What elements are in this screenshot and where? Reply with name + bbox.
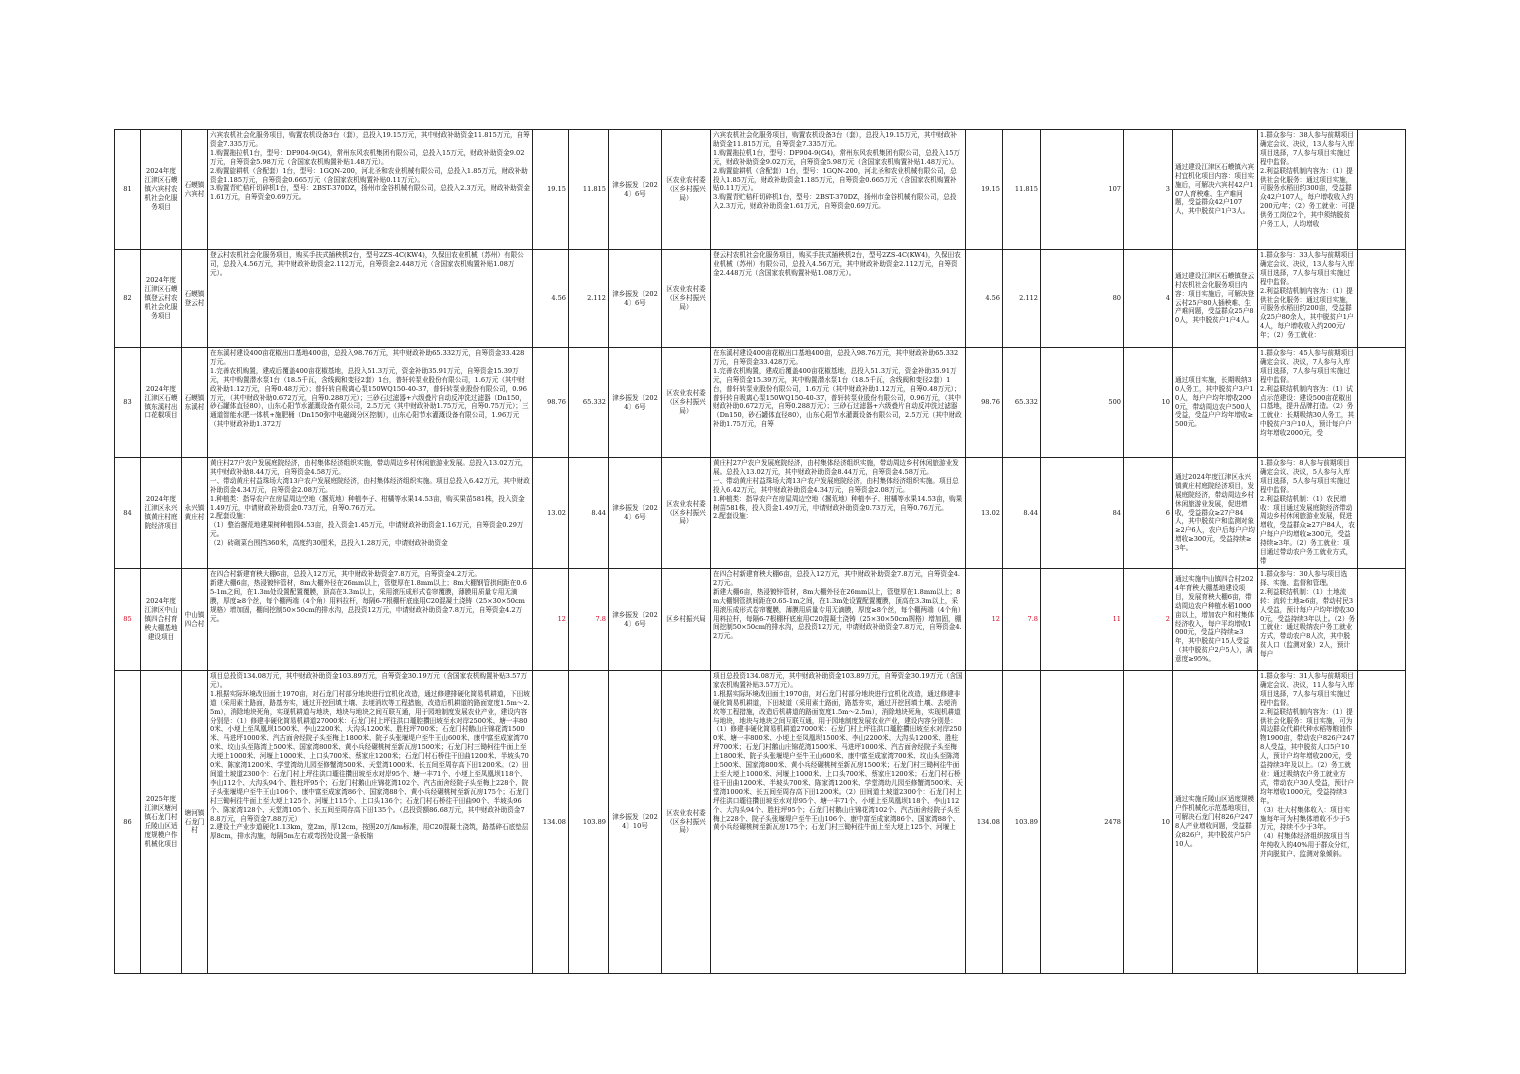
remarks xyxy=(1358,569,1406,671)
project-name: 2024年度江津区石蟆镇东溪村出口花椒项目 xyxy=(141,348,182,458)
project-content: 在东溪村建设400亩花椒出口基地400亩，总投入98.76万元，其中财政补助65.332万元，自筹资金33.428万元。 1.完善农机购置，建成后覆盖400亩花椒基地，总投入51.3万元，资金补助35.91万元，自筹资金15.39万元，其中购置潜水泵1台（18.5千瓦，含线阀和变径2套）1台，普轩转泵业股份有限公司，1.6万元（其中财政补助1.12万元，自筹0.48万元）；普轩转自吸离心泵150WQ150-40-37，普轩转泵业股份有限公司，0.96万元，（其中财政补助0.672万元，自筹0.288万元）；三砂石过滤器+六级叠片自动反冲洗过滤器（Dn150，砂石罐体直径80），山东心阳节水灌溉设备有限公司，2.5万元（其中财政补助1.75万元，自筹0.75万元）；三通道智能水肥一体机+施肥桶（Dn150弥中电磁阀分区控制），山东心阳节水灌溉设备有限公司，1.96万元（其中财政补助1.372万 xyxy=(208,348,533,458)
project-location: 石蟆镇登云村 xyxy=(182,250,208,348)
poor-beneficiary-count: 2 xyxy=(1124,569,1173,671)
department: 区农业农村委（区乡村振兴局） xyxy=(662,348,711,458)
project-content-detail: 项目总投资134.08万元，其中财政补助资金103.89万元，自筹资金30.19万元（含国家农机购置补贴3.57万元）。 1.根据实际环境改田面土1970亩，对石龙门村部分地块进行宜机化改造，通过修建非硬化简易机耕道，下田坡道（采用素土路面，路基夯实，通过开挖回填土壤、去埂消坎等工程措施，改造后机耕道的路面宽度1.5m～2.5m），消除地块死角，实现机耕道与地块，地块与地块之间互联互通，用于园地制度发展农业产业，建设内容分别是：（1）修建非硬化简易机耕道27000米：石龙门村上坪往洪口瓏腔攢田坡至水对岸2500米、塘一丰800米、小埂上至凤凰坝1500米、李山2200米、大沟头1200米、胜柱坪700米；石龙门村鹅山庄锦花湾1500米、马进坪1000米、汽古面舍经院子头至梅上1800米、院子头张堰堤户至牛王山600米、康中富至成家湾700米、坟山头至陈湾上500米、国家湾800米、黄小兵经碾桃树至新瓦房1500米；石龙门村三锄柯往牛面上至大埂上1000米、河堰上1000米、上口头700米、蔡家庄1200米；石龙门村石桥往干田曲1200米、半坡头700米、陈家湾1200米、学堂湾幼儿园至修蟹湾500米、天堂湾1000米、长五间至周存高下田1200米。（2）田间道土坡道2300个：石龙门村上坪往洪口瓏往攢田坡至水对岸95个、塘一丰71个、小埂上至凤凰坝118个、李山112个、大沟头94个、胜柱坪95个；石龙门村鹅山庄锦花湾102个、汽古面舍经院子头至梅上228个、院子头张堰堤户至牛王山106个、康中富至成家湾86个、国家湾88个、黄小兵经碾桃树至新瓦房175个；石龙门村三锄柯往牛面上至大埂上125个、河堰上 xyxy=(711,671,966,974)
project-name: 2024年度江津区石蟆镇登云村农机社会化服务项目 xyxy=(141,250,182,348)
fiscal-funding-2: 7.8 xyxy=(1003,569,1041,671)
project-name: 2025年度江津区塘河镇石龙门村丘陵山区适度规模户作机械化项目 xyxy=(141,671,182,974)
row-number: 81 xyxy=(115,130,141,250)
benefit-mechanism: 1.群众参与：8人参与前期项目确定会议、决议，5人参与入库项目选择，5人参与项目实施过程中监督。 2.利益联结机制：（1）农民增收：项目通过发展庭院经济带动周边乡村休闲旅游业发展，促进增收，受益群众≥27户84人，农户每户户均增收≥300元，受益持续≥3年。（2）务工就业：项目通过带动农户务工就业方式，带 xyxy=(1258,458,1358,569)
table-row xyxy=(115,348,1406,458)
benefit-mechanism: 1.群众参与：45人参与前期项目确定会议、决议，7人参与入库项目选择，7人参与项目实施过程中监督。 2.利益联结机制内容为：（1）试点示范建设：建设500亩花椒出口基地，提升品牌打造。（2）务工就业：长期吸纳30人务工，其中脱贫户3户10人，预计每户户均年增收2000元，受 xyxy=(1258,348,1358,458)
total-investment-2: 12 xyxy=(966,569,1003,671)
fiscal-funding-2: 11.815 xyxy=(1003,130,1041,250)
table-row xyxy=(115,250,1406,348)
project-name: 2024年度江津区永兴镇黄庄村庭院经济项目 xyxy=(141,458,182,569)
fiscal-funding-2: 8.44 xyxy=(1003,458,1041,569)
total-investment: 12 xyxy=(533,569,569,671)
project-location: 永兴镇黄庄村 xyxy=(182,458,208,569)
fiscal-funding: 65.332 xyxy=(569,348,609,458)
project-content-detail: 在东溪村建设400亩花椒出口基地400亩，总投入98.76万元，其中财政补助65.332万元，自筹资金33.428万元。 1.完善农机购置，建成后覆盖400亩花椒基地，总投入51.3万元，资金补助35.91万元，自筹资金15.39万元，其中购置潜水泵1台（18.5千瓦，含线阀和变径2套）1台，普轩转泵业股份有限公司，1.6万元（其中财政补助1.12万元，自筹0.48万元）；普轩转自吸离心泵150WQ150-40-37，普轩转泵业股份有限公司，0.96万元，（其中财政补助0.672万元，自筹0.288万元）；三砂石过滤器+六级叠片自动反冲洗过滤器（Dn150，砂石罐体直径80），山东心阳节水灌溉设备有限公司，2.5万元（其中财政补助1.75万元，自筹 xyxy=(711,348,966,458)
total-investment: 4.56 xyxy=(533,250,569,348)
document-number: 津乡振发〔2024〕6号 xyxy=(609,348,662,458)
total-investment-2: 134.08 xyxy=(966,671,1003,974)
fiscal-funding-2: 2.112 xyxy=(1003,250,1041,348)
beneficiary-count: 84 xyxy=(1041,458,1124,569)
poor-beneficiary-count: 10 xyxy=(1124,671,1173,974)
document-number: 津乡振发〔2024〕6号 xyxy=(609,569,662,671)
project-content: 黄庄村27户农户发展庭院经济，由村集体经济组织实施，带动周边乡村休闲旅游业发展。总投入13.02万元，其中财政补助8.44万元，自筹资金4.58万元。 一、带动黄庄村益珠场大湾13户农户发展庭院经济，由村集体经济组织实施。项目总投入6.42万元，其中财政补助资金4.34万元，自筹资金2.08万元。 1.种植类：指导农户在房屋周边空地（撂荒地）种植李子、柑橘等水果14.53亩，购买果苗581株，投入资金1.49万元，申请财政补助资金0.73万元，自筹0.76万元。 2.配套设施： （1）整治撂荒地建果树种植园4.53亩，投入资金1.45万元，申请财政补助资金1.16万元，自筹资金0.29万元。 （2）砖砌菜台围挡360米，高度约30厘米，总投入1.28万元，申请财政补助资金 xyxy=(208,458,533,569)
total-investment-2: 19.15 xyxy=(966,130,1003,250)
department: 区农业农村委（区乡村振兴局） xyxy=(662,671,711,974)
project-content-detail: 在四合村新建育秧大棚6亩，总投入12万元，其中财政补助资金7.8万元，自筹资金4.2万元。 新建大棚6亩，热浸镀锌管材，8m大棚外径在26mm以上，管壁厚在1.8mm以上；8m大棚钢管拱间距在0.65-1m之间，在1.3m处设置配置覆膜，顶高在3.3m以上，采用滚压成形式卷帘覆膜，薄膜用质量专用无滴膜，厚度≥8个丝，每个棚两端（4个角）用料拉杆，每隔6-7根棚杆底座用C20混凝土浇铸（25×30×50cm规格）增加固，棚间挖制50×50cm的排水沟，总投资12万元，申请财政补助资金7.8万元，自筹资金4.2万元。 xyxy=(711,569,966,671)
project-content: 项目总投资134.08万元，其中财政补助资金103.89万元，自筹资金30.19万元（含国家农机购置补贴3.57万元）。 1.根据实际环境改田面土1970亩，对石龙门村部分地块进行宜机化改造，通过修建排硬化简易机耕道，下田坡道（采用素土路面，路基夯实，通过开挖回填土壤、去埂消坎等工程措施，改造后机耕道的路面宽度1.5m～2.5m），消除地块死角，实现机耕道与地块，地块与地块之间互联互通，用于园地制度发展农业产业，建设内容分别是：（1）修建非硬化简易机耕道27000米：石龙门村上坪往洪口瓏腔攢田坡至水对岸2500米、塘一丰800米、小埂上至凤凰坝1500米、李山2200米、大沟头1200米、胜柱坪700米；石龙门村鹅山庄锦花湾1500米、马进坪1000米、汽古面舍经院子头至梅上1800米、院子头张堰堤户至牛王山600米、康中富至成家湾700米、坟山头至陈湾上500米、国家湾800米、黄小兵经碾桃树至新瓦房1500米；石龙门村三锄柯往牛面上至大埂上1000米、河堰上1000米、上口头700米、蔡家庄1200米；石龙门村石桥往干田曲1200米、半坡头700米、陈家湾1200米、学堂湾幼儿园至修蟹湾500米、天堂湾1000米、长五间至周存高下田1200米。（2）田间道土坡道2300个：石龙门村上坪往洪口瓏往攢田坡至水对岸95个、塘一丰71个、小埂上至凤凰坝118个、李山112个、大沟头94个、胜柱坪95个；石龙门村鹅山庄锦花湾102个、汽古面舍经院子头至梅上228个、院子头张堰堤户至牛王山106个、康中富至成家湾86个、国家湾88个、黄小兵经碾桃树至新瓦房175个；石龙门村三锄柯往牛面上至大埂上125个、河堰上115个、上口头136个；石龙门村石桥往干田曲90个、半坡头96个、陈家湾128个、天堂湾105个、长五间至周存高下田135个。（总投资额86.68万元，其中财政补助资金78.8万元，自筹资金7.88万元） 2.建设土产业步道硬化1.13km，宽2m，厚12cm，按照20万/km标准，用C20混凝土浇筑，路基碎石底垫层厚8cm，排水沟施，每隔5m左右或弯拐处设置一条板缩 xyxy=(208,671,533,974)
fiscal-funding: 2.112 xyxy=(569,250,609,348)
total-investment: 13.02 xyxy=(533,458,569,569)
project-content: 登云村农机社会化服务项目，购买手扶式插秧机2台，型号2ZS-4C(KW4)，久保田农业机械（苏州）有限公司，总投入4.56万元，其中财政补助资金2.112万元，自筹资金2.448万元（含国家农机购置补贴1.08万元）。 xyxy=(208,250,533,348)
project-name: 2024年度江津区石蟆镇六宾村农机社会化服务项目 xyxy=(141,130,182,250)
table-row xyxy=(115,458,1406,569)
department: 区农业农村委（区乡村振兴局） xyxy=(662,250,711,348)
document-number: 津乡振发〔2024〕10号 xyxy=(609,671,662,974)
poor-beneficiary-count: 4 xyxy=(1124,250,1173,348)
table-row xyxy=(115,671,1406,974)
total-investment-2: 98.76 xyxy=(966,348,1003,458)
remarks xyxy=(1358,250,1406,348)
project-content: 在四合村新建育秧大棚6亩，总投入12万元，其中财政补助资金7.8万元，自筹资金4.2万元。 新建大棚6亩，热浸镀锌管材，8m大棚外径在26mm以上，管壁厚在1.8mm以上；8m大棚钢管拱间距在0.65-1m之间，在1.3m处设置配置覆膜，顶高在3.3m以上，采用滚压成形式卷帘覆膜，薄膜用质量专用无滴膜，厚度≥8个丝，每个棚两端（4个角）用料拉杆，每隔6-7根棚杆底座用C20混凝土浇铸（25×30×50cm规格）增加固，棚间挖制50×50cm的排水沟，总投资12万元，申请财政补助资金7.8万元，自筹资金4.2万元。 xyxy=(208,569,533,671)
project-table xyxy=(114,129,1406,974)
remarks xyxy=(1358,458,1406,569)
benefit-mechanism: 1.群众参与：31人参与前期项目确定会议、决议，11人参与入库项目选择，7人参与项目实施过程中监督。 2.利益联结机制内容为：（1）提供社会化服务：项目实施，可为周边群众代耕代种水稻等粮油作物1900亩，带动农户826户2478人受益，其中脱贫人口5户10人，预计户均年增收200元，受益持续3年及以上。（2）务工就业：通过吸纳农户务工就业方式，带动农户30人受益，预计户均年增收1000元，受益持续3年。 （3）壮大村集体收入：项目实施每年可为村集体增收不少于5万元，持续不少于3年。 （4）村集体经济组织按项目当年纯收入的40%用于群众分红，并向脱贫户、监测对象倾斜。 xyxy=(1258,671,1358,974)
project-name: 2024年度江津区中山镇四合村育秧大棚基地建设项目 xyxy=(141,569,182,671)
total-investment-2: 13.02 xyxy=(966,458,1003,569)
project-location: 塘河镇石龙门村 xyxy=(182,671,208,974)
benefit-mechanism: 1.群众参与：38人参与前期项目确定会议、决议，13人参与入库项目选择，7人参与项目实施过程中监督。 2.利益联结机制内容为：（1）提供社会化服务：通过项目实施，可服务水稻田约300亩，受益群众42户107人，每户增收收入约200元/年；（2）务工就业：可提供务工岗位2个，其中须纳脱贫户务工人，人均增收 xyxy=(1258,130,1358,250)
beneficiary-count: 107 xyxy=(1041,130,1124,250)
total-investment-2: 4.56 xyxy=(966,250,1003,348)
project-content-detail: 六宾农机社会化服务项目，购置农机设备3台（套），总投入19.15万元，其中财政补助资金11.815万元，自筹资金7.335万元。 1.购置拖拉机1台，型号：DF904-9(G4)，常州东风农机集团有限公司，总投入15万元，财政补助资金9.02万元，自筹资金5.98万元（含国家农机购置补贴1.48万元）。 2.购置旋耕机（含配套）1台，型号：1GQN-200，河北圣和农业机械有限公司，总投入1.85万元，财政补助资金1.185万元，自筹资金0.665万元（含国家农机购置补贴0.11万元）。 3.购置青贮秸秆切碎机1台，型号：2BST-370DZ，扬州市金谷机械有限公司，总投入2.3万元，财政补助资金1.61万元，自筹资金0.69万元。 xyxy=(711,130,966,250)
row-number: 84 xyxy=(115,458,141,569)
project-location: 石蟆镇六宾村 xyxy=(182,130,208,250)
beneficiary-count: 11 xyxy=(1041,569,1124,671)
department: 区乡村振兴局 xyxy=(662,569,711,671)
row-number: 82 xyxy=(115,250,141,348)
benefit-description: 通过实施丘陵山区适度规模户作机械化示范基地项目，可解决石龙门村826户2478人产业增收问题，受益群众826户，其中脱贫户5户10人。 xyxy=(1173,671,1258,974)
fiscal-funding: 103.89 xyxy=(569,671,609,974)
project-location: 中山镇四合村 xyxy=(182,569,208,671)
poor-beneficiary-count: 10 xyxy=(1124,348,1173,458)
benefit-description: 通过建设江津区石蟆镇登云村农机社会化服务项目内容：项目实施后，可解决登云村25户80人插秧难、生产难问题，受益群众25户80人，其中脱贫户1户4人。 xyxy=(1173,250,1258,348)
document-number: 津乡振发〔2024〕6号 xyxy=(609,130,662,250)
document-number: 津乡振发〔2024〕6号 xyxy=(609,250,662,348)
project-content-detail: 黄庄村27户农户发展庭院经济，由村集体经济组织实施，带动周边乡村休闲旅游业发展。总投入13.02万元，其中财政补助资金8.44万元，自筹资金4.58万元。 一、带动黄庄村益珠场大湾13户农户发展庭院经济，由村集体经济组织实施。项目总投入6.42万元，其中财政补助资金4.34万元，自筹资金2.08万元。 1.种植类：指导农户在房屋周边空地（撂荒地）种植李子、柑橘等水果14.53亩，购果树苗581株，投入资金1.49万元，申请财政补助资金0.73万元，自筹0.76万元。 2.配套设施： xyxy=(711,458,966,569)
fiscal-funding-2: 65.332 xyxy=(1003,348,1041,458)
project-location: 石蟆镇东溪村 xyxy=(182,348,208,458)
beneficiary-count: 2478 xyxy=(1041,671,1124,974)
department: 区农业农村委（区乡村振兴局） xyxy=(662,458,711,569)
department: 区农业农村委（区乡村振兴局） xyxy=(662,130,711,250)
fiscal-funding-2: 103.89 xyxy=(1003,671,1041,974)
project-content: 六宾农机社会化服务项目，购置农机设备3台（套），总投入19.15万元，其中财政补助资金11.815万元，自筹资金7.335万元。 1.购置拖拉机1台，型号：DF904-9(G4)，常州东风农机集团有限公司，总投入15万元，财政补助资金9.02万元，自筹资金5.98万元（含国家农机购置补贴1.48万元）。 2.购置旋耕机（含配套）1台，型号：1GQN-200，河北圣和农业机械有限公司，总投入1.85万元，财政补助资金1.185万元，自筹资金0.665万元（含国家农机购置补贴0.11万元）。 3.购置青贮秸秆切碎机1台，型号：2BST-370DZ，扬州市金谷机械有限公司，总投入2.3万元，财政补助资金1.61万元，自筹资金0.69万元。 xyxy=(208,130,533,250)
row-number: 86 xyxy=(115,671,141,974)
benefit-description: 通过2024年度江津区永兴镇黄庄村庭院经济项目，发展庭院经济，带动周边乡村休闲旅游业发展，促进增收，受益群众≥27户84人，其中脱贫户和监测对象≥2户6人，农户后每户户均增收≥300元，受益持续≥3年。 xyxy=(1173,458,1258,569)
benefit-description: 通过建设江津区石蟆镇六宾村宜机化项目内容：项目实施后，可解决六宾村42户107人育秧难、生产难问题，受益群众42户107人，其中脱贫户1户3人。 xyxy=(1173,130,1258,250)
poor-beneficiary-count: 3 xyxy=(1124,130,1173,250)
row-number: 83 xyxy=(115,348,141,458)
total-investment: 134.08 xyxy=(533,671,569,974)
benefit-mechanism: 1.群众参与：30人参与项目选择、实施、监督和管理。 2.利益联结机制：（1）土地流转：流转土地≥6亩，带动村民3人受益，预计每户户均年增收300元，受益持续3年以上。（2）务工就业：通过吸纳农户务工就业方式，带动农户8人次，其中脱贫人口（监测对象）2人，预计每户 xyxy=(1258,569,1358,671)
benefit-description: 通过实施中山镇四合村2024年育秧大棚基地建设项目，发展育秧大棚6亩，带动周边农户种植水稻1000亩以上，增加农户和村集体经济收入，每户平均增收1000元，受益户持续≥3年，其中脱贫户15人受益（其中脱贫户2户5人），满意度≥95%。 xyxy=(1173,569,1258,671)
remarks xyxy=(1358,130,1406,250)
fiscal-funding: 7.8 xyxy=(569,569,609,671)
remarks xyxy=(1358,348,1406,458)
row-number: 85 xyxy=(115,569,141,671)
document-number: 津乡振发〔2024〕6号 xyxy=(609,458,662,569)
remarks xyxy=(1358,671,1406,974)
fiscal-funding: 11.815 xyxy=(569,130,609,250)
total-investment: 19.15 xyxy=(533,130,569,250)
total-investment: 98.76 xyxy=(533,348,569,458)
table-row xyxy=(115,569,1406,671)
project-content-detail: 登云村农机社会化服务项目，购买手扶式插秧机2台，型号2ZS-4C(KW4)，久保田农业机械（苏州）有限公司，总投入4.56万元，其中财政补助资金2.112万元，自筹资金2.448万元（含国家农机购置补贴1.08万元）。 xyxy=(711,250,966,348)
poor-beneficiary-count: 6 xyxy=(1124,458,1173,569)
beneficiary-count: 80 xyxy=(1041,250,1124,348)
table-row xyxy=(115,130,1406,250)
benefit-mechanism: 1.群众参与：33人参与前期项目确定会议、决议，13人参与入库项目选择，7人参与项目实施过程中监督。 2.利益联结机制内容为：（1）提供社会化服务：通过项目实施，可服务水稻田约200亩，受益群众25户80余人，其中脱贫户1户4人，每户增收收入约200元/年；（2）务工就业： xyxy=(1258,250,1358,348)
benefit-description: 通过项目实施，长期吸纳30人务工，其中脱贫户3户10人，每户户均年增收2000元，带动周边农户500人受益，受益户户均年增收≥500元。 xyxy=(1173,348,1258,458)
fiscal-funding: 8.44 xyxy=(569,458,609,569)
beneficiary-count: 500 xyxy=(1041,348,1124,458)
